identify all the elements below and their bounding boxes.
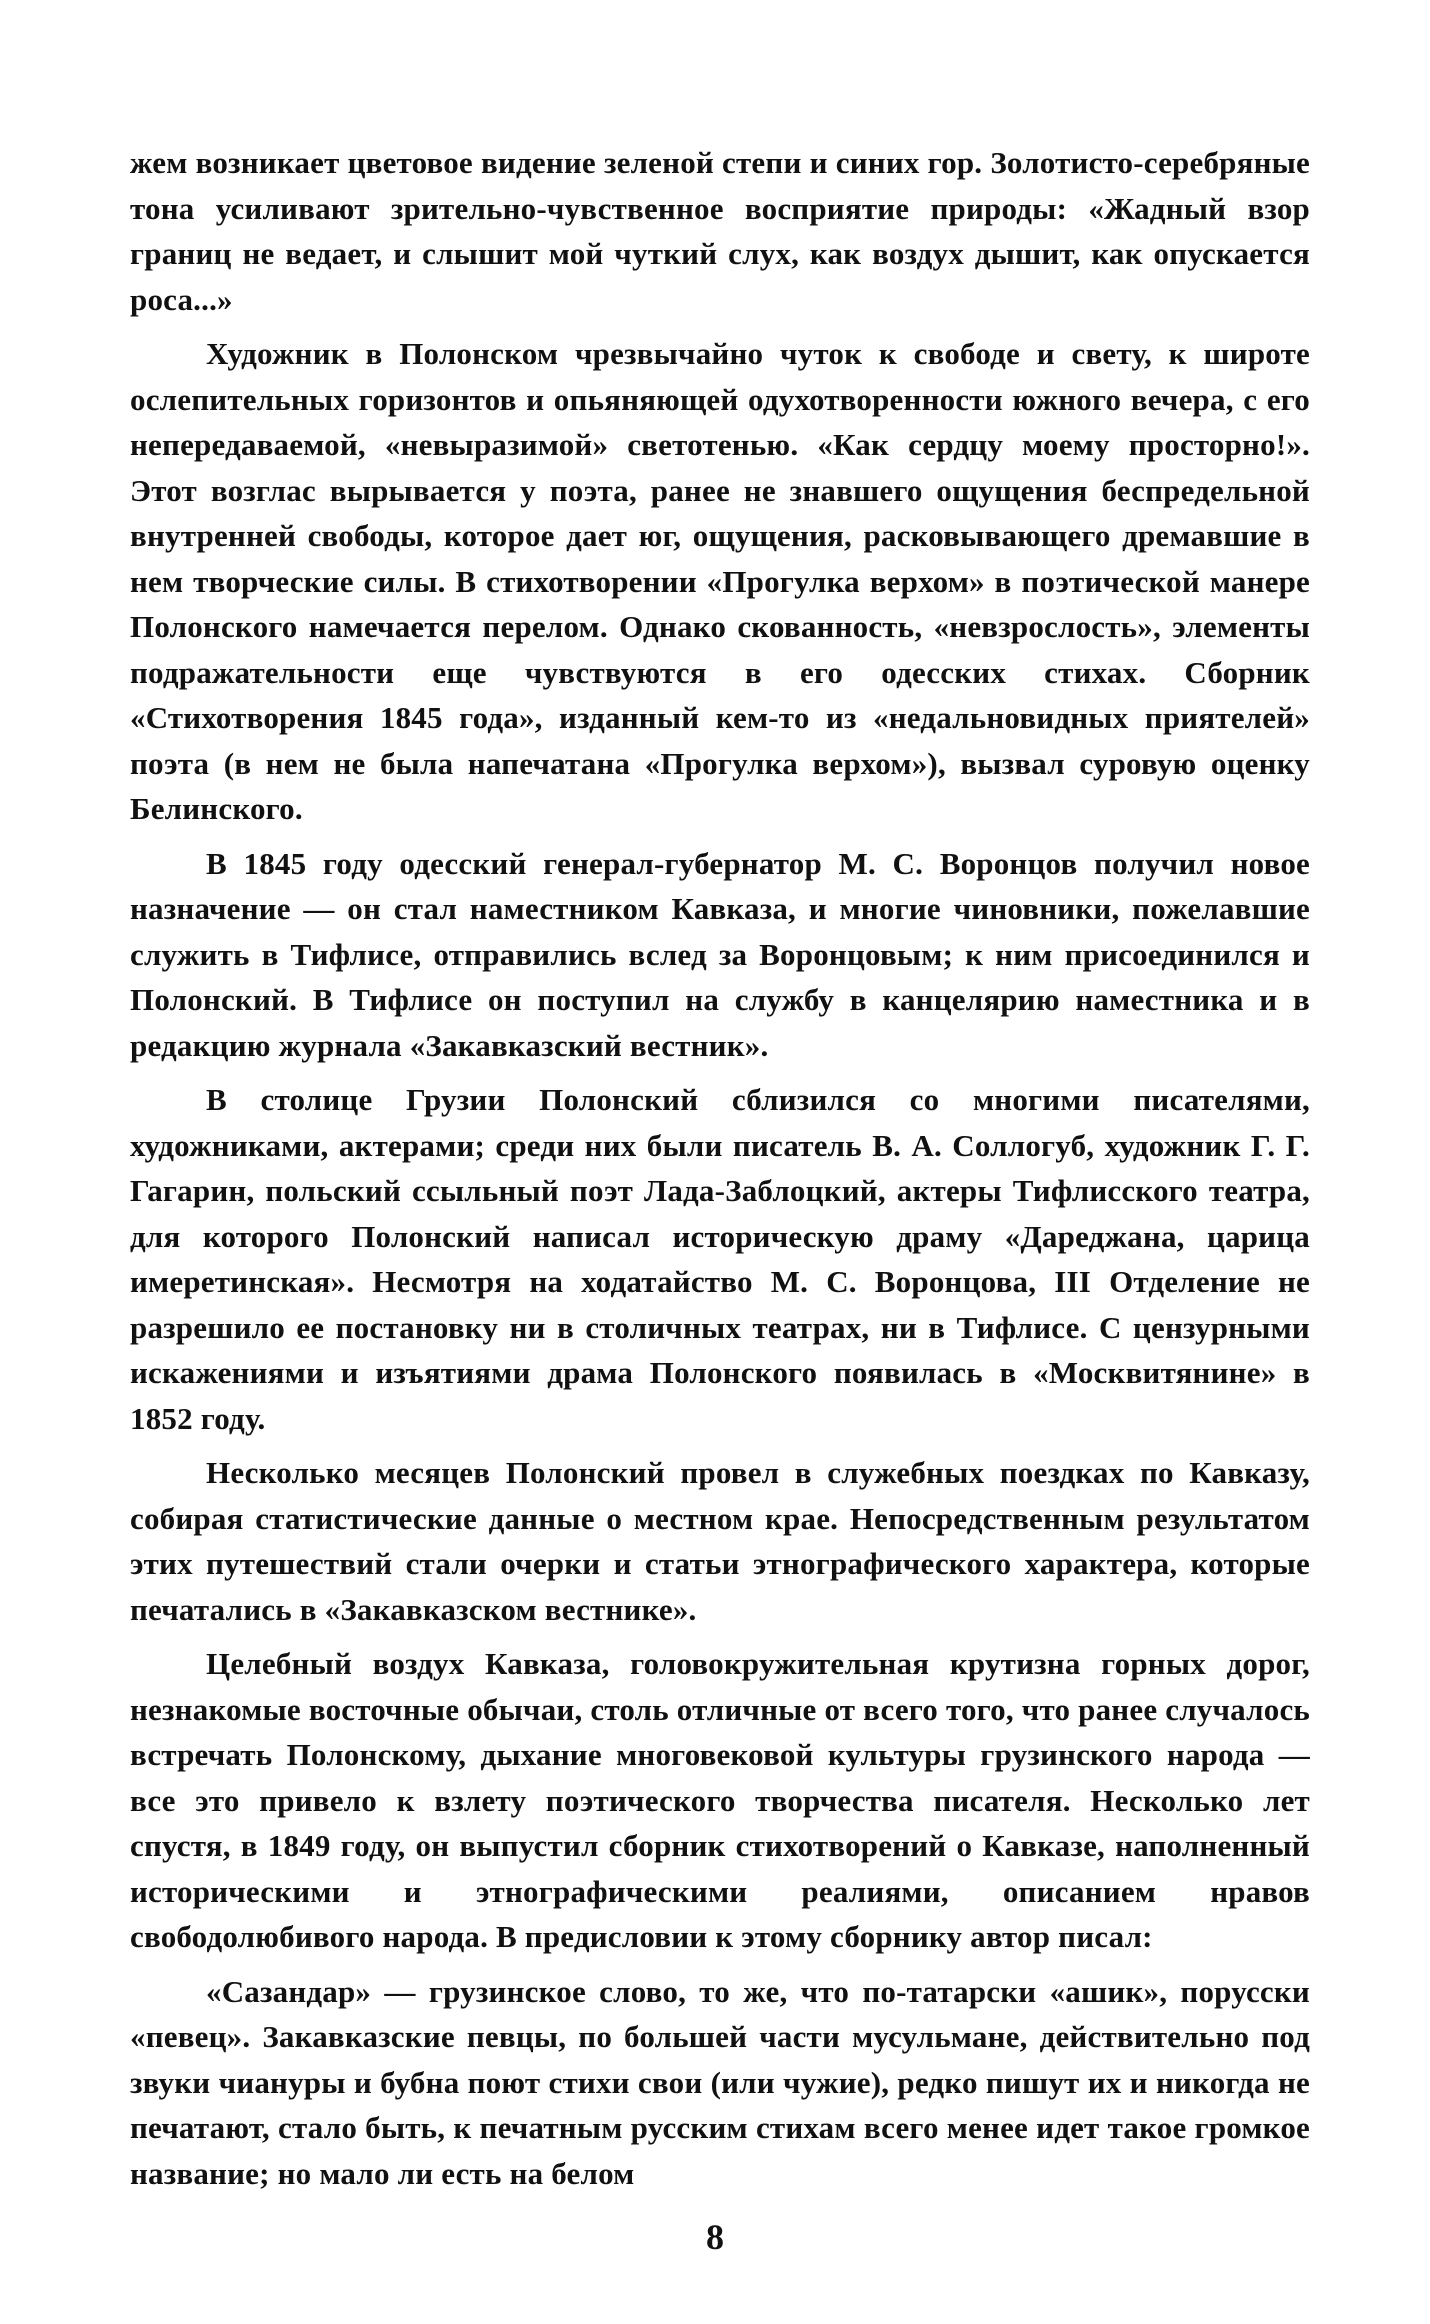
paragraph-5: Несколько месяцев Полонский провел в служебных поездках по Кавказу, собирая статистические данные о местном крае. Непосредственным результатом этих путешествий стали очерки и статьи этнографического характера, которые печатались в «Закавказском вестнике».: [130, 1455, 1310, 1627]
quoted-preface: «Сазандар» — грузинское слово, то же, что по-татарски «ашик», порусски «певец». Закавказские певцы, по большей части мусульмане, действительно под звуки чиануры и бубна поют стихи свои (или чужие), редко пишут их и никогда не печатают, стало быть, к печатным русским стихам всего менее идет такое громкое название; но мало ли есть на белом: [130, 1973, 1310, 2191]
paragraph-3: В 1845 году одесский генерал-губернатор М. С. Воронцов получил новое назначение — он стал наместником Кавказа, и многие чиновники, пожелавшие служить в Тифлисе, отправились вслед за Воронцовым; к ним присоединился и Полонский. В Тифлисе он поступил на службу в канцелярию наместника и в редакцию журнала «Закавказский вестник».: [130, 845, 1310, 1063]
page-body: [130, 140, 1310, 2196]
paragraph-2: Художник в Полонском чрезвычайно чуток к свободе и свету, к широте ослепительных горизонтов и опьяняющей одухотворенности южного вечера, с его непередаваемой, «невыразимой» светотенью. «Как сердцу моему просторно!». Этот возглас вырывается у поэта, ранее не знавшего ощущения беспредельной внутренней свободы, которое дает юг, ощущения, расковывающего дремавшие в нем творческие силы. В стихотворении «Прогулка верхом» в поэтической манере Полонского намечается перелом. Однако скованность, «невзрослость», элементы подражательности еще чувствуются в его одесских стихах. Сборник «Стихотворения 1845 года», изданный кем-то из «недальновидных приятелей» поэта (в нем не была напечатана «Прогулка верхом»), вызвал суровую оценку Белинского.: [130, 336, 1310, 826]
paragraph-1: жем возникает цветовое видение зеленой степи и синих гор. Золотисто-серебряные тона усиливают зрительно-чувственное восприятие природы: «Жадный взор границ не ведает, и слышит мой чуткий слух, как воздух дышит, как опускается роса...»: [130, 145, 1310, 317]
paragraph-6: Целебный воздух Кавказа, головокружительная крутизна горных дорог, незнакомые восточные обычаи, столь отличные от всего того, что ранее случалось встречать Полонскому, дыхание многовековой культуры грузинского народа — все это привело к взлету поэтического творчества писателя. Несколько лет спустя, в 1849 году, он выпустил сборник стихотворений о Кавказе, наполненный историческими и этнографическими реалиями, описанием нравов свободолюбивого народа. В предисловии к этому сборнику автор писал:: [130, 1646, 1310, 1954]
page-number: 8: [706, 2217, 724, 2257]
paragraph-4: В столице Грузии Полонский сблизился со многими писателями, художниками, актерами; среди них были писатель В. А. Соллогуб, художник Г. Г. Гагарин, польский ссыльный поэт Лада-Заблоцкий, актеры Тифлисского театра, для которого Полонский написал историческую драму «Дареджана, царица имеретинская». Несмотря на ходатайство М. С. Воронцова, III Отделение не разрешило ее постановку ни в столичных театрах, ни в Тифлисе. С цензурными искажениями и изъятиями драма Полонского появилась в «Москвитянине» в 1852 году.: [130, 1082, 1310, 1436]
